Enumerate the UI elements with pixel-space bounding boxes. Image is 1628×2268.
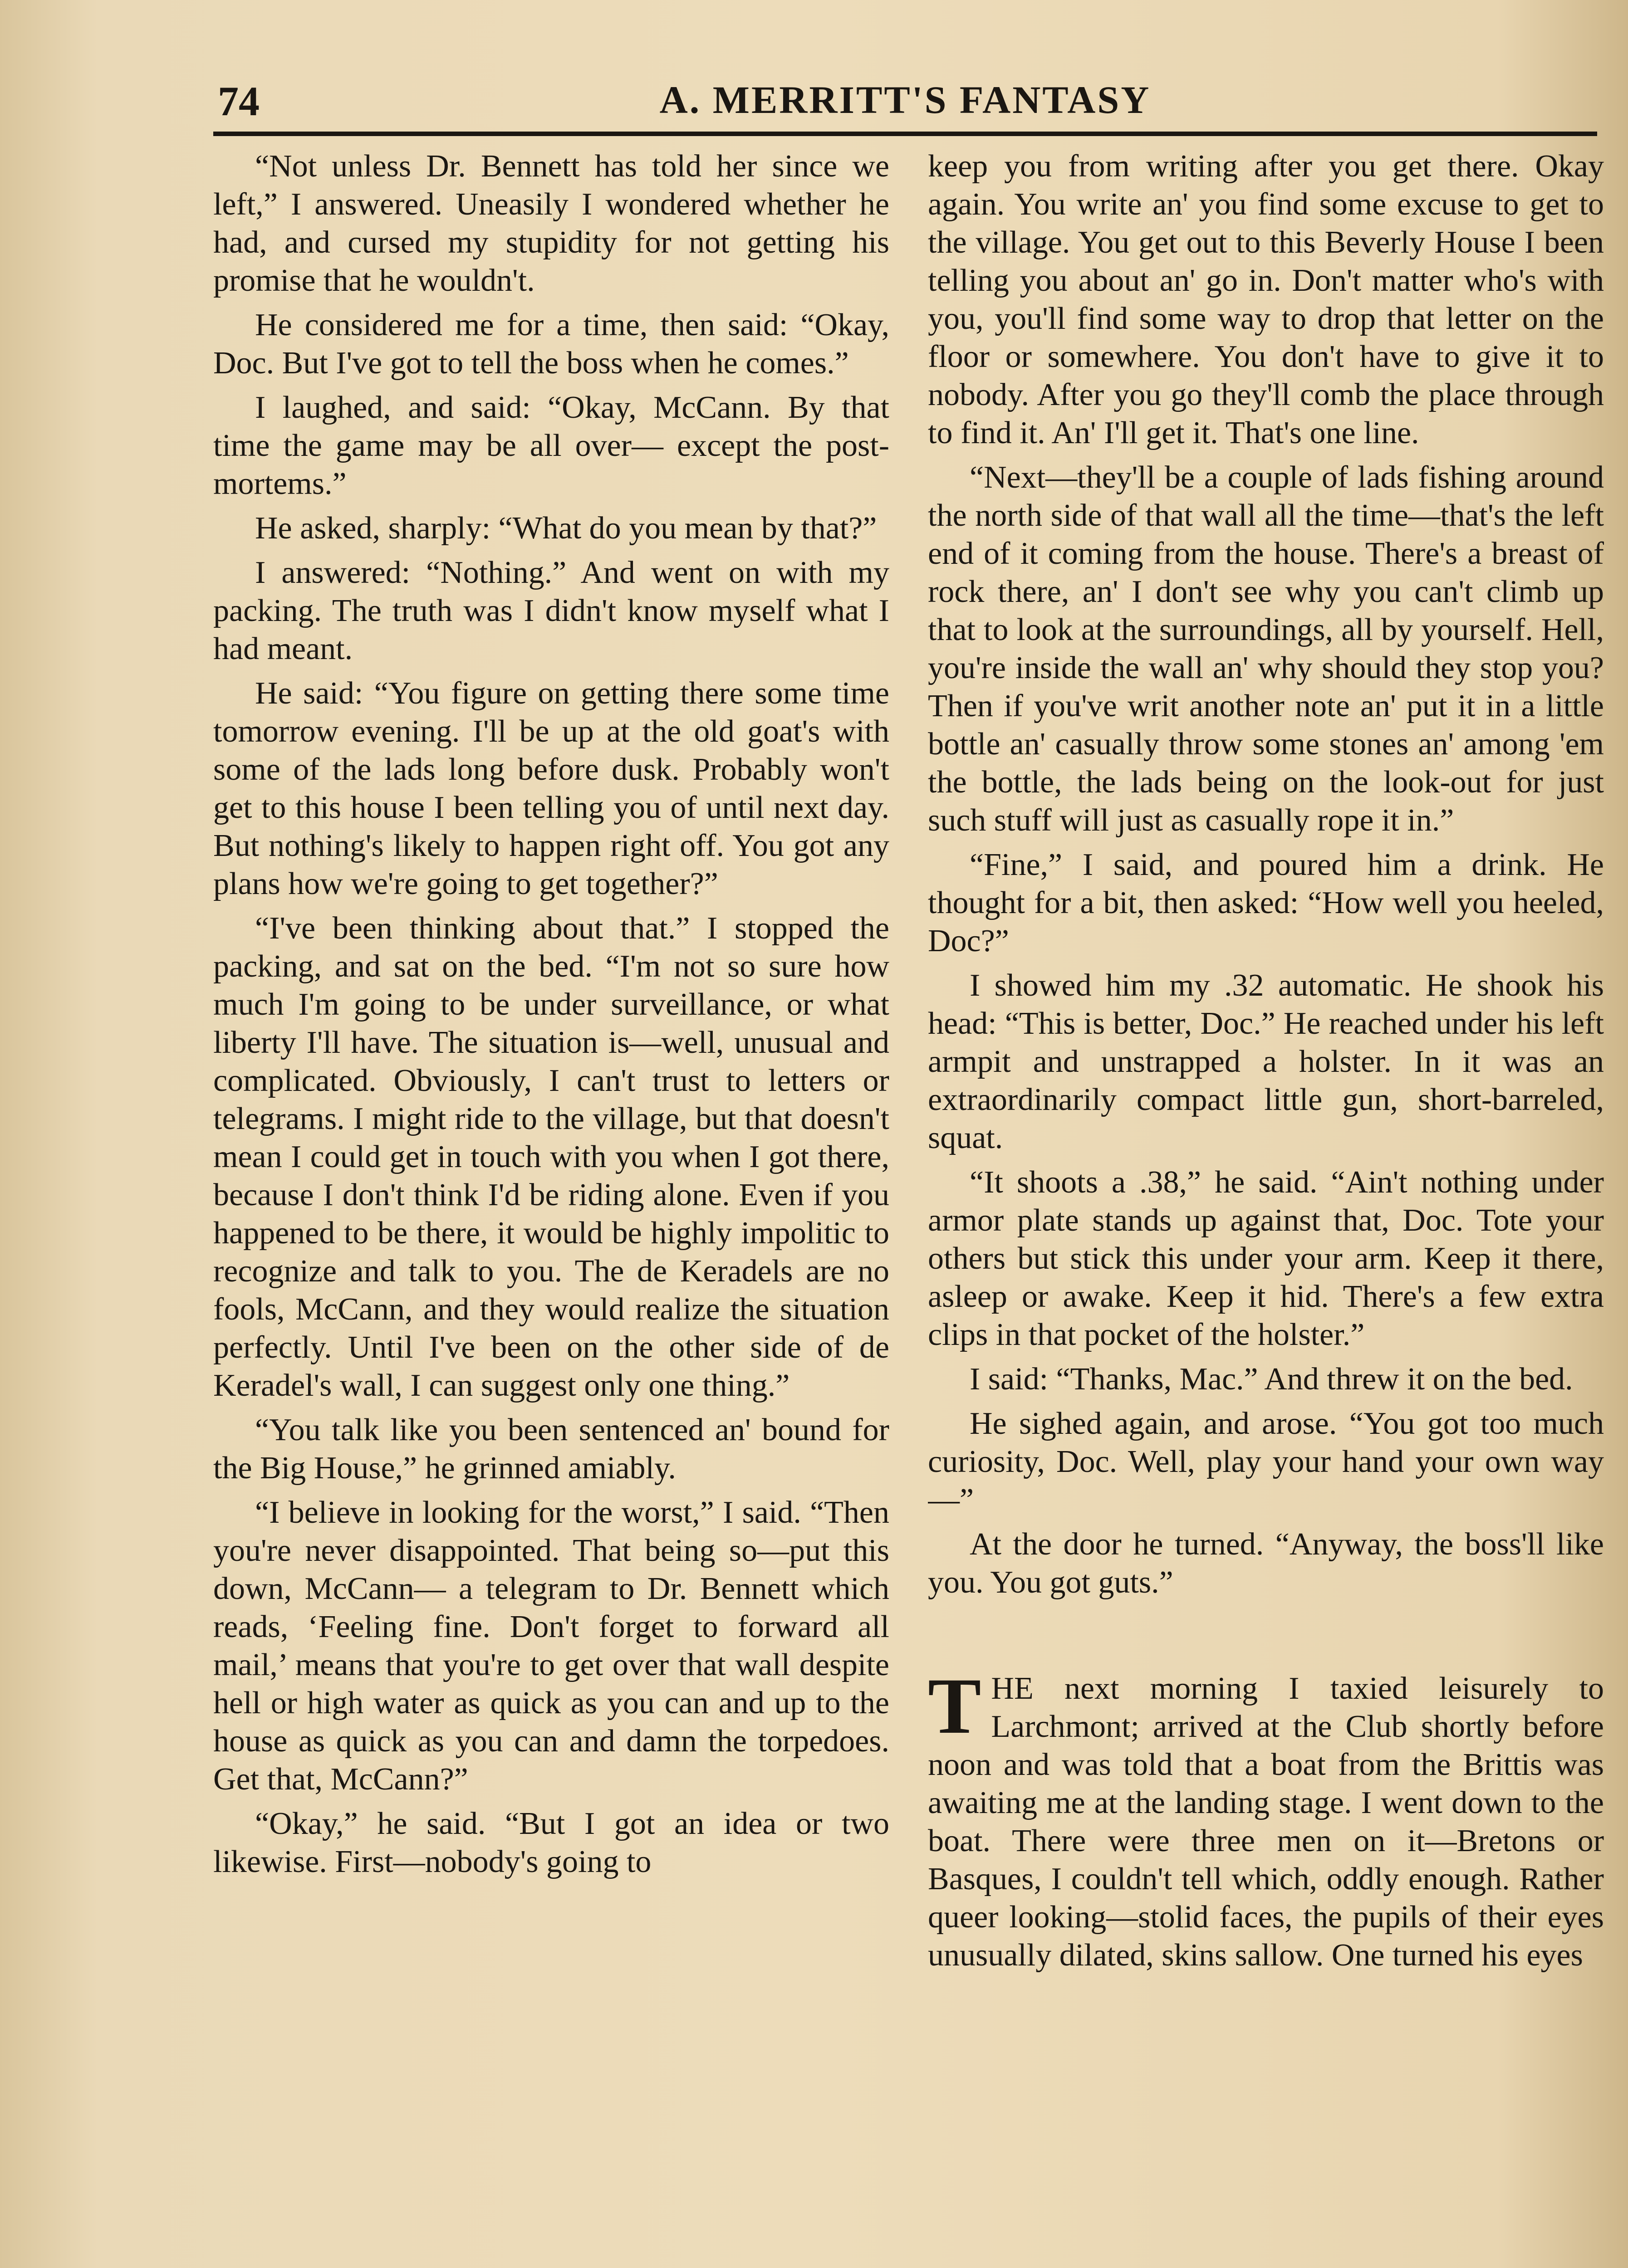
paragraph: At the door he turned. “Anyway, the boss'll like you. You got guts.” [928, 1527, 1604, 1600]
section-text: HE next morning I taxied leisurely to Larchmont; arrived at the Club shortly before noon and was told that a boat from the Brittis was awaiting me at the landing stage. I went down to the boat. There were three men on it—Bretons or Basques, I couldn't tell which, oddly enough. Rather queer looking—stolid faces, the pupils of their eyes unusually dilated, skins sallow. One turned his eyes [928, 1671, 1604, 1973]
paragraph: He considered me for a time, then said: “Okay, Doc. But I've got to tell the boss when he comes.” [213, 308, 889, 381]
paragraph: He sighed again, and arose. “You got too much curiosity, Doc. Well, play your hand your own way—” [928, 1406, 1604, 1517]
paragraph: I said: “Thanks, Mac.” And threw it on the bed. [970, 1362, 1573, 1397]
section-paragraph [928, 1662, 1604, 1975]
paragraph: I laughed, and said: “Okay, McCann. By that time the game may be all over— except the post-mortems.” [213, 390, 889, 501]
running-head: A. MERRITT'S FANTASY [659, 78, 1151, 122]
drop-cap: T [928, 1662, 981, 1750]
paragraph: “You talk like you been sentenced an' bound for the Big House,” he grinned amiably. [213, 1413, 889, 1486]
paragraph: “It shoots a .38,” he said. “Ain't nothing under armor plate stands up against that, Doc. Tote your others but stick this under your arm. Keep it there, asleep or awake. Keep it hid. There's a few extra clips in that pocket of the holster.” [928, 1165, 1604, 1352]
right-column [928, 147, 1604, 2268]
paragraph: keep you from writing after you get there. Okay again. You write an' you find some excuse to get to the village. You get out to this Beverly House I been telling you about an' go in. Don't matter who's with you, you'll find some way to drop that letter on the floor or somewhere. You don't have to give it to nobody. After you go they'll comb the place through to find it. An' I'll get it. That's one line. [928, 149, 1604, 450]
paragraph: “Not unless Dr. Bennett has told her since we left,” I answered. Uneasily I wondered whether he had, and cursed my stupidity for not getting his promise that he wouldn't. [213, 149, 889, 298]
paragraph: “Okay,” he said. “But I got an idea or two likewise. First—nobody's going to [213, 1806, 889, 1879]
page-header [213, 77, 1597, 136]
paragraph: I answered: “Nothing.” And went on with my packing. The truth was I didn't know myself what I had meant. [213, 555, 889, 666]
paragraph: “I believe in looking for the worst,” I said. “Then you're never disappointed. That being so—put this down, McCann— a telegram to Dr. Bennett which reads, ‘Feeling fine. Don't forget to forward all mail,’ means that you're to get over that wall despite hell or high water as quick as you can and up to the house as quick as you can and damn the torpedoes. Get that, McCann?” [213, 1495, 889, 1797]
paragraph: “Next—they'll be a couple of lads fishing around the north side of that wall all the time—that's the left end of it coming from the house. There's a breast of rock there, an' I don't see why you can't climb up that to look at the surroundings, all by yourself. Hell, you're inside the wall an' why should they stop you? Then if you've writ another note an' put it in a little bottle an' casually throw some stones an' among 'em the bottle, the lads being on the look-out for just such stuff will just as casually rope it in.” [928, 460, 1604, 838]
paragraph: I showed him my .32 automatic. He shook his head: “This is better, Doc.” He reached under his left armpit and unstrapped a holster. In it was an extraordinarily compact little gun, short-barreled, squat. [928, 968, 1604, 1155]
paragraph: He asked, sharply: “What do you mean by that?” [255, 511, 877, 546]
page-number: 74 [218, 78, 260, 124]
paragraph: “Fine,” I said, and poured him a drink. He thought for a bit, then asked: “How well you heeled, Doc?” [928, 847, 1604, 958]
paragraph: “I've been thinking about that.” I stopped the packing, and sat on the bed. “I'm not so sure how much I'm going to be under surveillance, or what liberty I'll have. The situation is—well, unusual and complicated. Obviously, I can't trust to letters or telegrams. I might ride to the village, but that doesn't mean I could get in touch with you when I got there, because I don't think I'd be riding alone. Even if you happened to be there, it would be highly impolitic to recognize and talk to you. The de Keradels are no fools, McCann, and they would realize the situation perfectly. Until I've been on the other side of de Keradel's wall, I can suggest only one thing.” [213, 911, 889, 1403]
paragraph: He said: “You figure on getting there some time tomorrow evening. I'll be up at the old goat's with some of the lads long before dusk. Probably won't get to this house I been telling you of until next day. But nothing's likely to happen right off. You got any plans how we're going to get together?” [213, 676, 889, 901]
left-column [213, 147, 889, 2268]
